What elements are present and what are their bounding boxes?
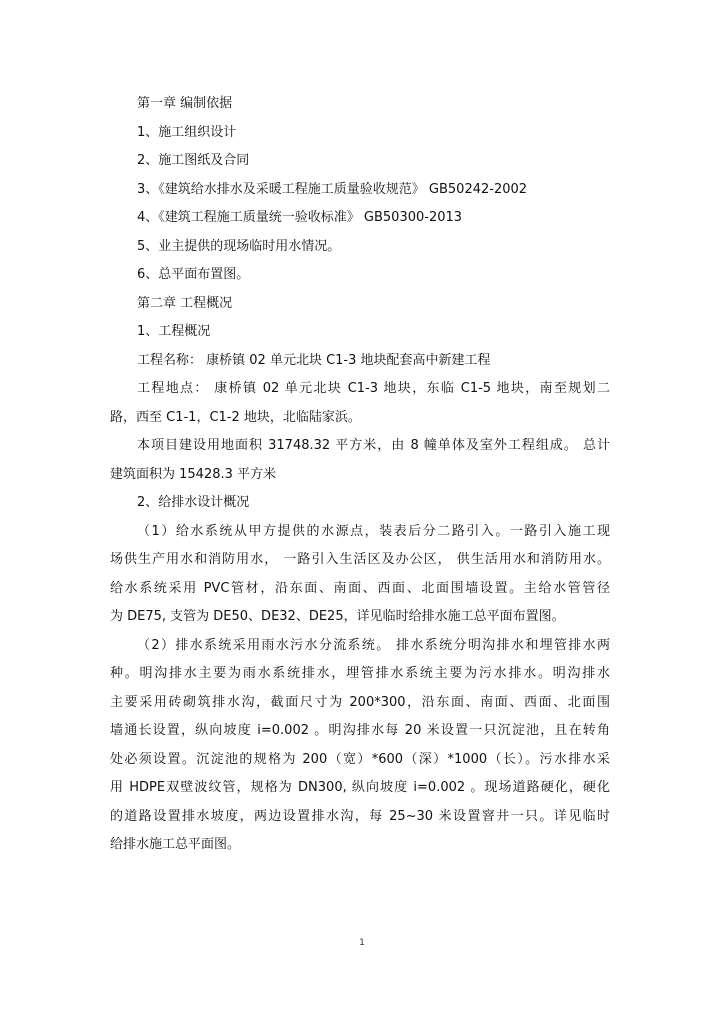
document-body [110, 90, 610, 860]
project-area-line-1: 本项目建设用地面积 31748.32 平方米，由 8 幢单体及室外工程组成。 总计 [137, 438, 610, 453]
drainage-line-7: 的道路设置排水坡度，两边设置排水沟，每 25~30 米设置窨井一只。详见临时 [110, 808, 610, 824]
drainage-line-3: 主要采用砖砌筑排水沟，截面尺寸为 200*300，沿东面、南面、西面、北面围 [110, 694, 610, 710]
section-2-heading: 2、给排水设计概况 [137, 495, 250, 510]
chapter-2-heading: 第二章 工程概况 [137, 295, 233, 311]
drainage-line-4: 墙通长设置，纵向坡度 i=0.002 。明沟排水每 20 米设置一只沉淀池，且在转角 [110, 723, 610, 738]
chapter-1-heading: 第一章 编制依据 [137, 96, 233, 111]
basis-item-3: 3、《建筑给水排水及采暖工程施工质量验收规范》 GB50242-2002 [137, 181, 528, 197]
drainage-line-2: 种。明沟排水主要为雨水系统排水，埋管排水系统主要为污水排水。明沟排水 [110, 666, 610, 681]
basis-item-1: 1、施工组织设计 [137, 124, 237, 140]
basis-item-6: 6、总平面布置图。 [137, 267, 250, 282]
project-location-line-2: 路，西至 C1-1，C1-2 地块，北临陆家浜。 [110, 409, 361, 425]
project-name-line: 工程名称： 康桥镇 02 单元北块 C1-3 地块配套高中新建工程 [137, 352, 491, 368]
basis-item-4: 4、《建筑工程施工质量统一验收标准》 GB50300-2013 [137, 210, 463, 225]
drainage-line-1: （2）排水系统采用雨水污水分流系统。 排水系统分明沟排水和埋管排水两 [137, 637, 610, 653]
basis-item-5: 5、业主提供的现场临时用水情况。 [137, 238, 341, 254]
page-number: 1 [359, 938, 365, 948]
project-area-line-2: 建筑面积为 15428.3 平方米 [110, 466, 277, 482]
water-supply-line-2: 场供生产用水和消防用水， 一路引入生活区及办公区， 供生活用水和消防用水。 [110, 552, 610, 567]
water-supply-line-3: 给水系统采用 PVC管材，沿东面、南面、西面、北面围墙设置。主给水管管径 [110, 580, 610, 596]
project-location-line-1: 工程地点： 康桥镇 02 单元北块 C1-3 地块，东临 C1-5 地块，南至规划二 [137, 381, 610, 396]
section-1-heading: 1、工程概况 [137, 324, 211, 339]
water-supply-line-1: （1）给水系统从甲方提供的水源点，装表后分二路引入。一路引入施工现 [137, 523, 610, 539]
basis-item-2: 2、施工图纸及合同 [137, 153, 250, 168]
drainage-line-6: 用 HDPE双壁波纹管，规格为 DN300, 纵向坡度 i=0.002 。现场道路硬化，硬化 [110, 780, 610, 795]
drainage-line-8: 给排水施工总平面图。 [110, 837, 241, 852]
water-supply-line-4: 为 DE75, 支管为 DE50、DE32、DE25，详见临时给排水施工总平面布置图。 [110, 609, 565, 624]
drainage-line-5: 处必须设置。沉淀池的规格为 200（宽）*600（深）*1000（长）。污水排水采 [110, 751, 610, 767]
